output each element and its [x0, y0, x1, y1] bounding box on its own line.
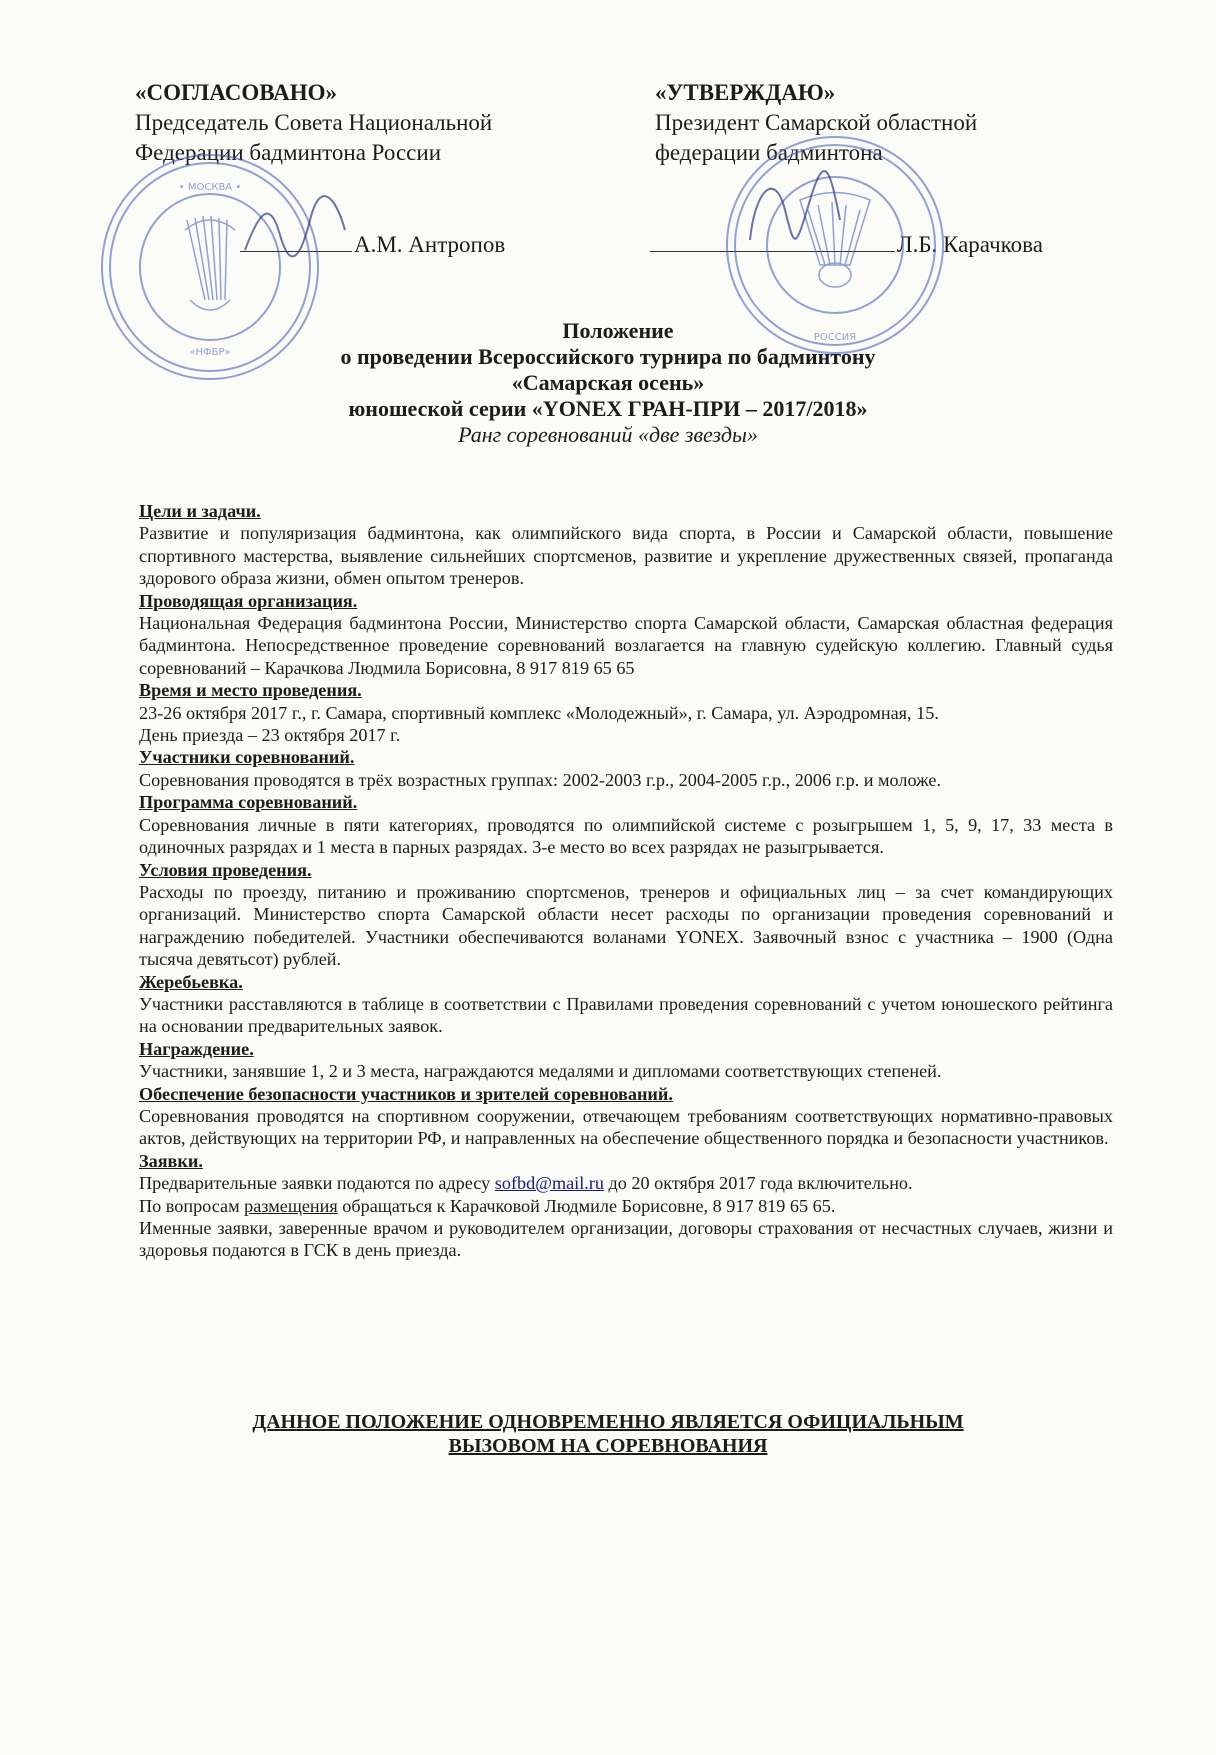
- email-link[interactable]: sofbd@mail.ru: [494, 1173, 604, 1194]
- section-text: Расходы по проезду, питанию и проживанию спортсменов, тренеров и официальных лиц – за счет командирующих организаций. Министерство спорта Самарской области несет расходы по организации проведения соревнований и награждению победителей. Участники обеспечиваются воланами YONEX. Заявочный взнос с участника – 1900 (Одна тысяча девятьсот) рублей.: [139, 881, 1113, 970]
- section-text: 23-26 октября 2017 г., г. Самара, спортивный комплекс «Молодежный», г. Самара, ул. Аэродромная, 15.: [139, 702, 939, 723]
- section-time-place: [139, 679, 1113, 746]
- section-applications: [139, 1150, 1113, 1262]
- applications-text: Предварительные заявки подаются по адресу: [139, 1173, 495, 1194]
- footer-line-1: ДАННОЕ ПОЛОЖЕНИЕ ОДНОВРЕМЕННО ЯВЛЯЕТСЯ ОФИЦИАЛЬНЫМ: [252, 1411, 964, 1433]
- svg-text:«НФБР»: «НФБР»: [189, 347, 231, 358]
- applications-text: По вопросам: [139, 1195, 245, 1216]
- competition-rank: Ранг соревнований «две звезды»: [458, 422, 758, 447]
- section-safety: [139, 1083, 1113, 1150]
- approved-caption: «УТВЕРЖДАЮ»: [655, 80, 836, 105]
- section-text: Соревнования проводятся на спортивном сооружении, отвечающем требованиям соответствующих нормативно-правовых актов, действующих на территории РФ, и направленных на обеспечение общественного порядка и безопасности участников.: [139, 1105, 1113, 1149]
- section-heading: Условия проведения.: [139, 859, 312, 880]
- section-text: Соревнования личные в пяти категориях, проводятся по олимпийской системе с розыгрышем 1, 5, 9, 17, 33 места в одиночных разрядах и 1 места в парных разрядах. 3-е место во всех разрядах не разыгрывается.: [139, 814, 1113, 858]
- accommodation-underlined: размещения: [244, 1195, 338, 1216]
- title-line-1: Положение: [562, 318, 674, 343]
- applications-text: обращаться к Карачковой Людмиле Борисовне, 8 917 819 65 65.: [337, 1195, 836, 1216]
- official-invitation-note: [0, 1410, 1216, 1458]
- title-line-3: «Самарская осень»: [511, 370, 705, 395]
- arrival-day: День приезда – 23 октября 2017 г.: [139, 725, 401, 746]
- approved-signer: Л.Б. Карачкова: [897, 232, 1043, 257]
- section-heading: Участники соревнований.: [139, 747, 355, 768]
- approved-line-2: федерации бадминтона: [655, 140, 883, 165]
- section-organizer: [139, 590, 1113, 680]
- section-heading: Жеребьевка.: [139, 971, 243, 992]
- agreed-signer: А.М. Антропов: [354, 232, 506, 257]
- applications-text: до 20 октября 2017 года включительно.: [603, 1173, 913, 1194]
- footer-line-2: ВЫЗОВОМ НА СОРЕВНОВАНИЯ: [448, 1435, 768, 1457]
- section-heading: Время и место проведения.: [139, 680, 362, 701]
- section-program: [139, 791, 1113, 858]
- handwritten-signature-right: [740, 160, 850, 260]
- applications-line-3: Именные заявки, заверенные врачом и руководителем организации, договоры страхования от несчастных случаев, жизни и здоровья подаются в ГСК в день приезда.: [139, 1218, 1113, 1261]
- agreed-line-1: Председатель Совета Национальной: [135, 110, 493, 135]
- approved-line-1: Президент Самарской областной: [655, 110, 978, 135]
- applications-line-2: [139, 1195, 1113, 1217]
- section-participants: [139, 746, 1113, 791]
- document-body: [139, 500, 1113, 1262]
- section-goals: [139, 500, 1113, 590]
- handwritten-signature-left: [240, 190, 350, 270]
- svg-text:РОССИЯ: РОССИЯ: [813, 332, 857, 343]
- section-heading: Обеспечение безопасности участников и зрителей соревнований.: [139, 1083, 673, 1104]
- document-title: [0, 318, 1216, 448]
- section-text: Национальная Федерация бадминтона России, Министерство спорта Самарской области, Самарская областная федерация бадминтона. Непосредственное проведение соревнований возлагается на главную судейскую коллегию. Главный судья соревнований – Карачкова Людмила Борисовна, 8 917 819 65 65: [139, 613, 1113, 678]
- agreed-caption: «СОГЛАСОВАНО»: [135, 80, 338, 105]
- section-awards: [139, 1038, 1113, 1083]
- applications-line-1: [139, 1172, 1113, 1194]
- section-heading: Заявки.: [139, 1150, 203, 1171]
- section-text: Участники расставляются в таблице в соответствии с Правилами проведения соревнований с учетом юношеского рейтинга на основании предварительных заявок.: [139, 993, 1113, 1037]
- title-line-2: о проведении Всероссийского турнира по бадминтону: [340, 344, 876, 369]
- section-text: Развитие и популяризация бадминтона, как олимпийского вида спорта, в России и Самарской области, повышение спортивного мастерства, выявление сильнейших спортсменов, развитие и укрепление дружественных связей, пропаганда здорового образа жизни, обмен опытом тренеров.: [139, 523, 1113, 589]
- section-conditions: [139, 859, 1113, 971]
- title-line-4: юношеской серии «YONEX ГРАН-ПРИ – 2017/2018»: [348, 396, 868, 421]
- agreed-line-2: Федерации бадминтона России: [135, 140, 441, 165]
- section-draw: [139, 971, 1113, 1038]
- section-heading: Награждение.: [139, 1038, 254, 1059]
- section-text: Участники, занявшие 1, 2 и 3 места, награждаются медалями и дипломами соответствующих степеней.: [139, 1061, 942, 1082]
- section-heading: Программа соревнований.: [139, 792, 358, 813]
- svg-text:• МОСКВА •: • МОСКВА •: [178, 182, 242, 193]
- section-text: Соревнования проводятся в трёх возрастных группах: 2002-2003 г.р., 2004-2005 г.р., 2006 г.р. и моложе.: [139, 769, 942, 790]
- section-heading: Проводящая организация.: [139, 590, 358, 611]
- section-heading: Цели и задачи.: [139, 501, 261, 521]
